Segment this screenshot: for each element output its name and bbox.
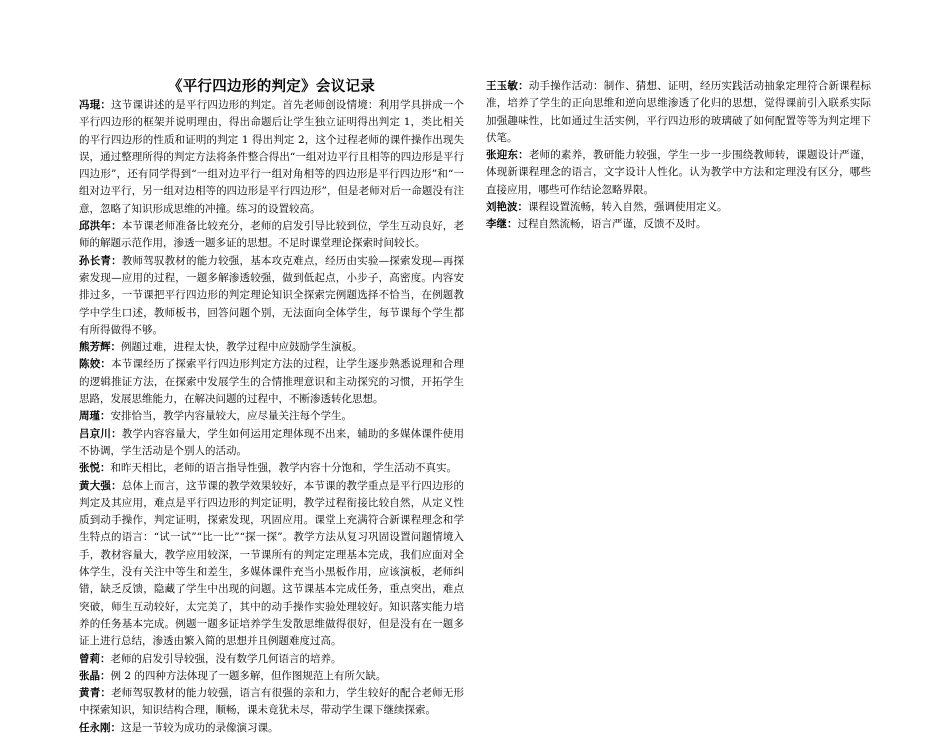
comment-entry [79,478,464,651]
comment-text: 过程自然流畅，语言严谨，反馈不及时。 [517,218,707,231]
comment-text: 教师驾驭教材的能力较强，基本攻克难点，经历由实验—探索发现—再探索发现—应用的过程，一题多解渗透较强，做到低起点，小步子，高密度。内容安排过多，一节课把平行四边形的判定理论知识全探索完例题选择不恰当，在例题教学中学生口述，教师板书，回答问题个别，无法面向全体学生，每节课每个学生都有所得做得不够。 [79,254,465,336]
speaker-name: 张晶： [79,669,111,682]
comment-text: 本节课经历了探索平行四边形判定方法的过程，让学生逐步熟悉说理和合理的逻辑推证方法，在探索中发展学生的合情推理意识和主动探究的习惯，开拓学生思路，发展思维能力，在解决问题的过程中，不断渗透转化思想。 [79,358,465,406]
speaker-name: 黄大强： [79,479,122,492]
comment-entry [486,216,871,233]
comment-entry [79,460,464,477]
speaker-name: 周瑾： [79,410,111,423]
document-title: 《平行四边形的判定》会议记录 [167,79,376,95]
comment-entry [79,339,464,356]
comment-entry [486,78,871,147]
speaker-name: 曾莉： [79,652,111,665]
comment-entry [79,720,464,737]
speaker-name: 张迎东： [486,149,529,162]
speaker-name: 任永刚： [79,721,121,734]
right-column [486,78,871,234]
speaker-name: 刘艳波： [486,201,528,214]
comment-text: 例题过难，进程太快，教学过程中应鼓励学生演板。 [121,341,363,354]
right-entries [486,78,871,234]
speaker-name: 吕京川： [79,427,122,440]
speaker-name: 张悦： [79,462,111,475]
comment-entry [486,199,871,216]
comment-entry [79,426,464,461]
comment-entry [79,668,464,685]
comment-entry [79,218,464,253]
comment-text: 这是一节较为成功的录像演习课。 [121,721,279,734]
comment-entry [79,685,464,720]
speaker-name: 邱洪年： [79,220,122,233]
comment-text: 动手操作活动：制作、猜想、证明，经历实践活动抽象定理符合新课程标准，培养了学生的正向思维和逆向思维渗透了化归的思想，觉得课前引入联系实际加强趣味性，比如通过生活实例，平行四边形的玻璃破了如何配置等等为判定埋下伏笔。 [486,80,872,144]
comment-text: 安排恰当，教学内容量较大，应尽量关注每个学生。 [110,410,352,423]
left-column [79,78,464,737]
comment-text: 这节课讲述的是平行四边形的判定。首先老师创设情境：利用学具拼成一个平行四边形的框架并说明理由，得出命题后让学生独立证明得出判定 1，类比相关的平行四边形的性质和证明的判定 1 得出判定 2，这个过程老师的课件操作出现失误，通过整理所得的判定方法将条件整合得出“一组对边平行且相等的四边形是平行四边形”，还有同学得到“一组对边平行一组对角相等的四边形是平行四边形”和“一组对边平行，另一组对边相等的四边形是平行四边形”，但是老师对后一命题没有注意，忽略了知识形成思维的冲撞。练习的设置较高。 [79,99,465,215]
comment-text: 和昨天相比，老师的语言指导性强，教学内容十分饱和，学生活动不真实。 [110,462,457,475]
comment-text: 老师驾驭教材的能力较强，语言有很强的亲和力，学生较好的配合老师无形中探索知识，知识结构合理，顺畅，课未竟犹未尽，带动学生课下继续探索。 [79,687,465,717]
speaker-name: 孙长青： [79,254,122,267]
speaker-name: 黄青： [79,687,112,700]
speaker-name: 冯琨： [79,99,112,111]
comment-text: 本节课老师准备比较充分，老师的启发引导比较到位，学生互动良好，老师的解题示范作用，渗透一题多证的思想。不足时课堂理论探索时间较长。 [79,220,465,250]
comment-text: 课程设置流畅，转入自然，强调使用定义。 [528,201,728,214]
comment-text: 老师的素养，教研能力较强，学生一步一步围绕教师转，课题设计严谨，体现新课程理念的语言，文字设计人性化。认为教学中方法和定理没有区分，哪些直接应用，哪些可作结论忽略界限。 [486,149,872,196]
comment-text: 例 2 的四种方法体现了一题多解，但作图规范上有所欠缺。 [110,669,387,682]
comment-text: 总体上而言，这节课的教学效果较好，本节课的教学重点是平行四边形的判定及其应用，难点是平行四边形的判定证明，教学过程衔接比较自然，从定义性质到动手操作，判定证明，探索发现，巩固应用。课堂上充满符合新课程理念和学生特点的语言：“试一试”“比一比”“探一探”。教学方法从复习巩固设置问题情境入手，教材容量大，教学应用较深，一节课所有的判定定理基本完成，我们应面对全体学生，没有关注中等生和差生，多媒体课件充当小黑板作用，应该演板，老师纠错，缺乏反馈，隐藏了学生中出现的问题。这节课基本完成任务，重点突出，难点突破，师生互动较好，太完美了，其中的动手操作实验处理较好。知识落实能力培养的任务基本完成。例题一题多证培养学生发散思维做得很好，但是没有在一题多证上进行总结，渗透由繁入简的思想并且例题难度过高。 [79,479,465,648]
left-entries [79,97,464,737]
comment-entry [79,253,464,339]
speaker-name: 陈姣： [79,358,112,371]
comment-entry [79,97,464,218]
comment-text: 老师的启发引导较强，没有数学几何语言的培养。 [110,652,342,665]
comment-entry [79,651,464,668]
comment-text: 教学内容容量大，学生如何运用定理体现不出来，辅助的多媒体课件使用不协调，学生活动是个别人的活动。 [79,427,465,457]
speaker-name: 李继： [486,218,518,231]
comment-entry [486,147,871,199]
comment-entry [79,408,464,425]
speaker-name: 熊芳辉： [79,341,121,354]
comment-entry [79,356,464,408]
speaker-name: 王玉敏： [486,80,529,92]
